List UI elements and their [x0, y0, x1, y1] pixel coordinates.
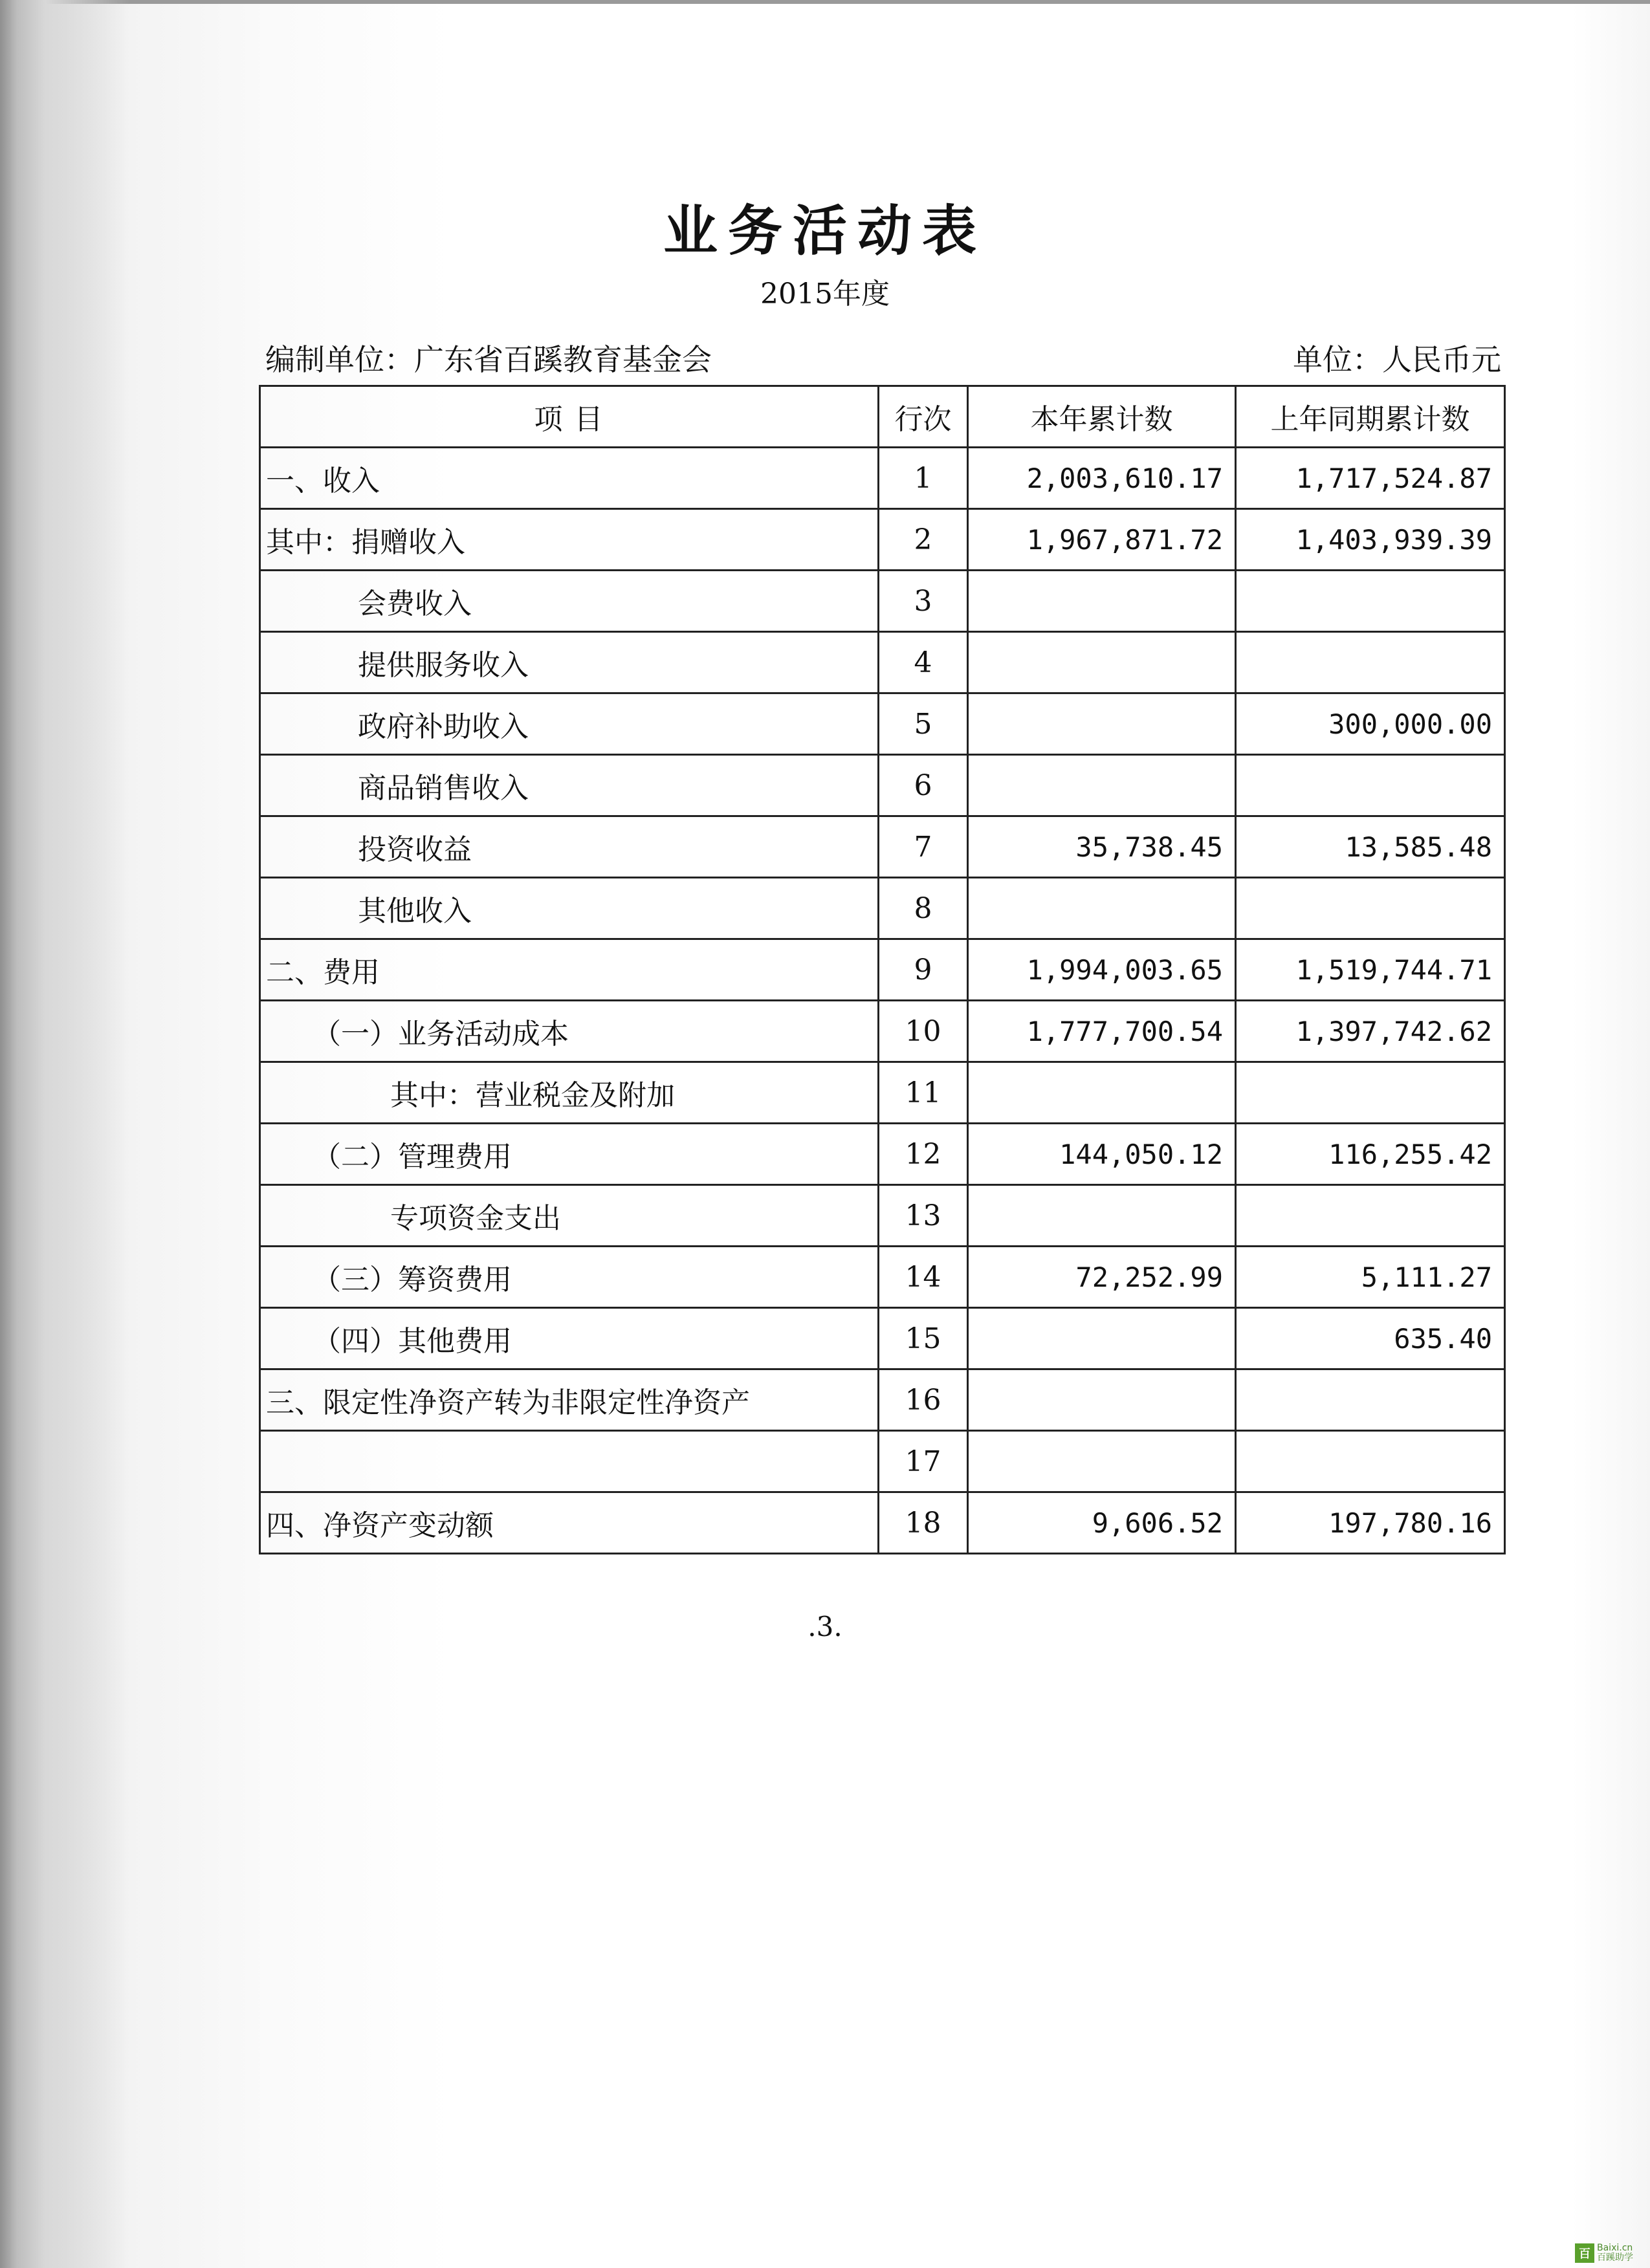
row-current-year [968, 693, 1236, 755]
row-item: （二）管理费用 [260, 1124, 879, 1185]
row-previous-year [1236, 755, 1505, 816]
watermark-site: Baixi.cn [1597, 2242, 1633, 2253]
row-line-no: 2 [879, 509, 968, 571]
row-current-year [968, 1431, 1236, 1492]
row-previous-year: 635.40 [1236, 1308, 1505, 1369]
row-line-no: 7 [879, 816, 968, 878]
row-item: （四）其他费用 [260, 1308, 879, 1369]
row-previous-year: 1,519,744.71 [1236, 939, 1505, 1001]
scan-top-edge [0, 0, 1650, 4]
row-current-year: 1,967,871.72 [968, 509, 1236, 571]
row-current-year: 1,777,700.54 [968, 1001, 1236, 1062]
table-row [260, 1492, 1505, 1554]
row-current-year: 72,252.99 [968, 1247, 1236, 1308]
row-previous-year [1236, 1185, 1505, 1247]
row-current-year [968, 755, 1236, 816]
row-current-year: 9,606.52 [968, 1492, 1236, 1554]
table-row [260, 1431, 1505, 1492]
table-row [260, 1001, 1505, 1062]
watermark-logo: 百 [1575, 2243, 1594, 2263]
row-current-year [968, 571, 1236, 632]
row-current-year [968, 878, 1236, 939]
row-item: 商品销售收入 [260, 755, 879, 816]
activity-statement-table [259, 385, 1506, 1554]
row-line-no: 14 [879, 1247, 968, 1308]
row-previous-year: 300,000.00 [1236, 693, 1505, 755]
row-previous-year: 5,111.27 [1236, 1247, 1505, 1308]
row-current-year: 144,050.12 [968, 1124, 1236, 1185]
row-item: 三、限定性净资产转为非限定性净资产 [260, 1369, 879, 1431]
row-previous-year: 1,403,939.39 [1236, 509, 1505, 571]
table-row [260, 509, 1505, 571]
header-previous-year: 上年同期累计数 [1236, 386, 1505, 448]
row-item: 四、净资产变动额 [260, 1492, 879, 1554]
table-row [260, 448, 1505, 509]
row-line-no: 16 [879, 1369, 968, 1431]
table-row [260, 1062, 1505, 1124]
row-line-no: 6 [879, 755, 968, 816]
row-current-year [968, 1185, 1236, 1247]
document-year: 2015年度 [760, 278, 890, 311]
row-previous-year [1236, 1369, 1505, 1431]
row-item: 会费收入 [260, 571, 879, 632]
header-line-no: 行次 [879, 386, 968, 448]
row-item: 其中：捐赠收入 [260, 509, 879, 571]
row-current-year [968, 1062, 1236, 1124]
row-line-no: 10 [879, 1001, 968, 1062]
row-line-no: 4 [879, 632, 968, 693]
row-current-year: 1,994,003.65 [968, 939, 1236, 1001]
document-title: 业务活动表 [663, 199, 987, 263]
table-row [260, 1369, 1505, 1431]
row-previous-year [1236, 632, 1505, 693]
row-line-no: 1 [879, 448, 968, 509]
table-row [260, 816, 1505, 878]
row-item: 专项资金支出 [260, 1185, 879, 1247]
table-row [260, 571, 1505, 632]
row-line-no: 11 [879, 1062, 968, 1124]
preparing-organization: 编制单位：广东省百蹊教育基金会 [265, 342, 712, 377]
row-current-year [968, 632, 1236, 693]
page-number: .3. [808, 1611, 842, 1642]
table-row [260, 1247, 1505, 1308]
row-item: 其中：营业税金及附加 [260, 1062, 879, 1124]
table-row [260, 632, 1505, 693]
row-previous-year: 13,585.48 [1236, 816, 1505, 878]
header-item: 项 目 [260, 386, 879, 448]
table-row [260, 1124, 1505, 1185]
row-previous-year [1236, 1431, 1505, 1492]
row-item: 政府补助收入 [260, 693, 879, 755]
row-previous-year [1236, 878, 1505, 939]
row-line-no: 8 [879, 878, 968, 939]
table-row [260, 939, 1505, 1001]
row-previous-year: 1,717,524.87 [1236, 448, 1505, 509]
row-current-year [968, 1308, 1236, 1369]
row-line-no: 5 [879, 693, 968, 755]
scan-left-shadow [0, 0, 129, 2268]
table-row [260, 878, 1505, 939]
watermark [1575, 2241, 1646, 2265]
row-previous-year: 116,255.42 [1236, 1124, 1505, 1185]
table-row [260, 755, 1505, 816]
row-line-no: 12 [879, 1124, 968, 1185]
row-previous-year: 1,397,742.62 [1236, 1001, 1505, 1062]
table-row [260, 1308, 1505, 1369]
row-current-year [968, 1369, 1236, 1431]
row-item: 二、费用 [260, 939, 879, 1001]
row-item [260, 1431, 879, 1492]
row-line-no: 15 [879, 1308, 968, 1369]
row-item: （三）筹资费用 [260, 1247, 879, 1308]
row-item: （一）业务活动成本 [260, 1001, 879, 1062]
row-item: 提供服务收入 [260, 632, 879, 693]
row-previous-year: 197,780.16 [1236, 1492, 1505, 1554]
row-previous-year [1236, 1062, 1505, 1124]
watermark-text [1597, 2243, 1633, 2263]
watermark-label: 百蹊助学 [1597, 2252, 1633, 2263]
table-body [260, 448, 1505, 1554]
row-item: 一、收入 [260, 448, 879, 509]
row-line-no: 9 [879, 939, 968, 1001]
table-row [260, 693, 1505, 755]
row-current-year: 35,738.45 [968, 816, 1236, 878]
row-item: 其他收入 [260, 878, 879, 939]
row-item: 投资收益 [260, 816, 879, 878]
table-header-row [260, 386, 1505, 448]
currency-unit: 单位：人民币元 [1293, 342, 1501, 377]
header-current-year: 本年累计数 [968, 386, 1236, 448]
row-previous-year [1236, 571, 1505, 632]
row-line-no: 13 [879, 1185, 968, 1247]
row-line-no: 17 [879, 1431, 968, 1492]
table-row [260, 1185, 1505, 1247]
row-current-year: 2,003,610.17 [968, 448, 1236, 509]
row-line-no: 18 [879, 1492, 968, 1554]
row-line-no: 3 [879, 571, 968, 632]
